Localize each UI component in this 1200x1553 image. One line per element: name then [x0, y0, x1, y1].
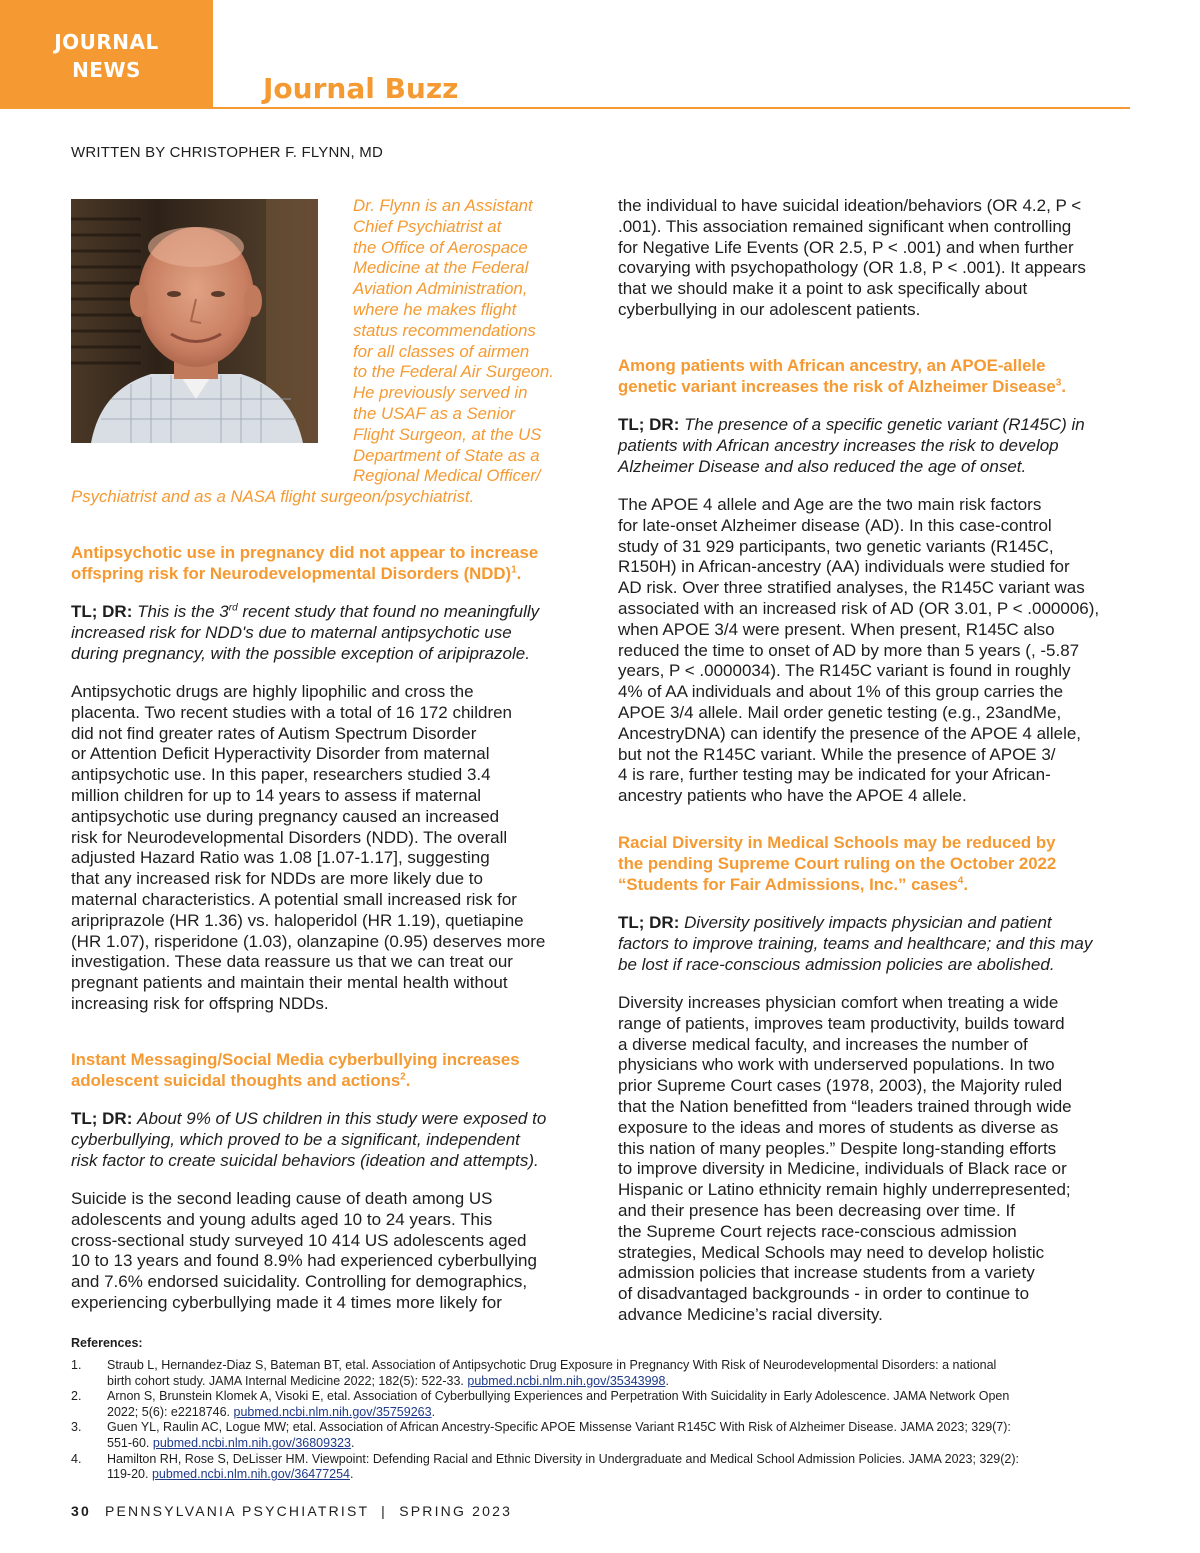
reference-link[interactable]: pubmed.ncbi.nlm.nih.gov/36477254: [151, 1467, 351, 1482]
article-1-heading: Antipsychotic use in pregnancy did not appear to increase offspring risk for Neurodevelopmental Disorders (NDD)$^1$.: [71, 543, 539, 583]
publication-name: PENNSYLVANIA PSYCHIATRIST | SPRING 2023: [104, 1503, 513, 1519]
header-rule: [213, 107, 1130, 109]
article-1-body: Antipsychotic drugs are highly lipophilic and cross the placenta. Two recent studies with a total of 16 172 children did not find greater rates of Autism Spectrum Disorder or Attention Deficit Hyperactivity Disorder from maternal antipsychotic use. In this paper, researchers studied 3.4 million children for up to 14 years to assess if maternal antipsychotic use during pregnancy caused an increased risk for Neurodevelopmental Disorders (NDD). The overall adjusted Hazard Ratio was 1.08 [1.07-1.17], suggesting that any increased risk for NDDs are more likely due to maternal characteristics. A potential small increased risk for aripriprazole (HR 1.36) vs. haloperidol (HR 1.19), quetiapine (HR 1.07), risperidone (1.03), olanzapine (0.95) deserves more investigation. These data reassure us that we can treat our pregnant patients and maintain their mental health without increasing risk for offspring NDDs.: [71, 682, 546, 1013]
bio-line: Dr. Flynn is an Assistant: [353, 196, 533, 215]
article-3-tldr: TL; DR: The presence of a specific genetic variant (R145C) in patients with African ancestry increases the risk to develop Alzheimer Disease and also reduced the age of onset.: [618, 415, 1085, 476]
bio-line: status recommendations: [353, 320, 536, 340]
reference-item: 1. Straub L, Hernandez-Diaz S, Bateman BT, etal. Association of Antipsychotic Drug Exposure in Pregnancy With Risk of Neurodevelopmental Disorders: a national birth cohort study. JAMA Internal Medicine 2022; 182(5): 522-33. pubmed.ncbi.nlm.nih.gov/35343998.: [71, 1358, 997, 1388]
page-footer: [71, 1503, 512, 1519]
reference-item: 4. Hamilton RH, Rose S, DeLisser HM. Viewpoint: Defending Racial and Ethnic Diversity in Undergraduate and Medical School Admission Policies. JAMA 2023; 329(2): 119-20. pubmed.ncbi.nlm.nih.gov/36477254.: [71, 1451, 1020, 1482]
article-3-heading: Among patients with African ancestry, an APOE-allele genetic variant increases the risk of Alzheimer Disease$^3$.: [618, 356, 1066, 396]
byline: WRITTEN BY CHRISTOPHER F. FLYNN, MD: [71, 144, 384, 161]
tldr-label: TL; DR:: [71, 1109, 133, 1128]
bio-line: Aviation Administration,: [353, 279, 528, 299]
article-2-heading: Instant Messaging/Social Media cyberbullying increases adolescent suicidal thoughts and actions$^2$.: [71, 1050, 520, 1090]
reference-item: 3. Guen YL, Raulin AC, Logue MW; etal. Association of African Ancestry-Specific APOE Missense Variant R145C With Risk of Alzheimer Disease. JAMA 2023; 329(7): 551-60. pubmed.ncbi.nlm.nih.gov/36809323.: [71, 1420, 1011, 1450]
author-bio: [71, 196, 571, 508]
page-title: Journal Buzz: [263, 72, 459, 105]
bio-line: the USAF as a Senior: [353, 403, 515, 423]
tldr-label: TL; DR:: [618, 913, 680, 932]
section-tag: [0, 0, 213, 109]
bio-line: for all classes of airmen: [353, 341, 530, 361]
article-3-body: The APOE 4 allele and Age are the two main risk factors for late-onset Alzheimer disease (AD). In this case-control study of 31 929 participants, two genetic variants (R145C, R150H) in African-ancestry (AA) individuals were studied for AD risk. Over three stratified analyses, the R145C variant was associated with an increased risk of AD (OR 3.01, P < .000006), when APOE 3/4 were present. When present, R145C also reduced the time to onset of AD by more than 5 years (, -5.87 years, P < .0000034). The R145C variant is found in roughly 4% of AA individuals and about 1% of this group carries the APOE 3/4 allele. Mail order genetic testing (e.g., 23andMe, AncestryDNA) can identify the presence of the APOE 4 allele, but not the R145C variant. While the presence of APOE 3/ 4 is rare, further testing may be indicated for your African- ancestry patients who have the APOE 4 allele.: [618, 495, 1100, 806]
article-2-continued: the individual to have suicidal ideation/behaviors (OR 4.2, P < .001). This association remained significant when controlling for Negative Life Events (OR 2.5, P < .001) and when further covarying with psychopathology (OR 1.8, P < .001). It appears that we should make it a point to ask specifically about cyberbullying in our adolescent patients.: [618, 196, 1086, 319]
page-number: 30: [71, 1503, 91, 1519]
references-list: [71, 1358, 1131, 1483]
bio-line: to the Federal Air Surgeon.: [353, 362, 554, 382]
bio-line: Medicine at the Federal: [353, 258, 529, 278]
references-title: References:: [71, 1336, 143, 1350]
article-4-tldr: TL; DR: Diversity positively impacts physician and patient factors to improve training, teams and healthcare; and this may be lost if race-conscious admission policies are abolished.: [618, 913, 1093, 974]
section-tag-line2: NEWS: [72, 58, 141, 82]
article-2-body: Suicide is the second leading cause of death among US adolescents and young adults aged 10 to 24 years. This cross-sectional study surveyed 10 414 US adolescents aged 10 to 13 years and found 8.9% had experienced cyberbullying and 7.6% endorsed suicidality. Controlling for demographics, experiencing cyberbullying made it 4 times more likely for: [71, 1189, 537, 1312]
article-1-tldr: TL; DR: This is the 3rd recent study that found no meaningfully increased risk for NDD's due to maternal antipsychotic use during pregnancy, with the possible exception of aripiprazole.: [71, 602, 540, 663]
article-4-heading: Racial Diversity in Medical Schools may be reduced by the pending Supreme Court ruling on the October 2022 “Students for Fair Admissions, Inc.” cases$^4$.: [618, 833, 1057, 894]
bio-line: Flight Surgeon, at the US: [353, 424, 542, 444]
bio-line: He previously served in: [353, 383, 528, 403]
article-2-tldr: TL; DR: About 9% of US children in this study were exposed to cyberbullying, which proved to be a significant, independent risk factor to create suicidal behaviors (ideation and attempts).: [71, 1109, 547, 1170]
bio-line: Chief Psychiatrist at: [353, 216, 502, 236]
reference-link[interactable]: pubmed.ncbi.nlm.nih.gov/35343998: [467, 1373, 666, 1388]
bio-line: where he makes flight: [353, 299, 517, 319]
bio-line: the Office of Aerospace: [353, 237, 528, 257]
bio-line: Psychiatrist and as a NASA flight surgeon/psychiatrist.: [71, 487, 475, 507]
reference-link[interactable]: pubmed.ncbi.nlm.nih.gov/36809323: [152, 1435, 351, 1450]
reference-link[interactable]: pubmed.ncbi.nlm.nih.gov/35759263: [233, 1404, 432, 1419]
tldr-label: TL; DR:: [71, 602, 133, 621]
section-tag-line1: JOURNAL: [54, 30, 159, 54]
bio-line: Department of State as a: [353, 445, 540, 465]
tldr-label: TL; DR:: [618, 415, 680, 434]
bio-line: Regional Medical Officer/: [353, 466, 541, 486]
article-4-body: Diversity increases physician comfort when treating a wide range of patients, improves team productivity, builds toward a diverse medical faculty, and increases the number of physicians who work with underserved populations. In two prior Supreme Court cases (1978, 2003), the Majority ruled that the Nation benefitted from “leaders trained through wide exposure to the ideas and mores of students as diverse as this nation of many peoples.” Despite long-standing efforts to improve diversity in Medicine, individuals of Black race or Hispanic or Latino ethnicity remain highly underrepresented; and their presence has been decreasing over time. If the Supreme Court rejects race-conscious admission strategies, Medical Schools may need to develop holistic admission policies that increase students from a variety of disadvantaged backgrounds - in order to continue to advance Medicine’s racial diversity.: [618, 993, 1072, 1324]
reference-item: 2. Arnon S, Brunstein Klomek A, Visoki E, etal. Association of Cyberbullying Experiences and Perpetration With Suicidality in Early Adolescence. JAMA Network Open 2022; 5(6): e2218746. pubmed.ncbi.nlm.nih.gov/35759263.: [71, 1389, 1010, 1419]
